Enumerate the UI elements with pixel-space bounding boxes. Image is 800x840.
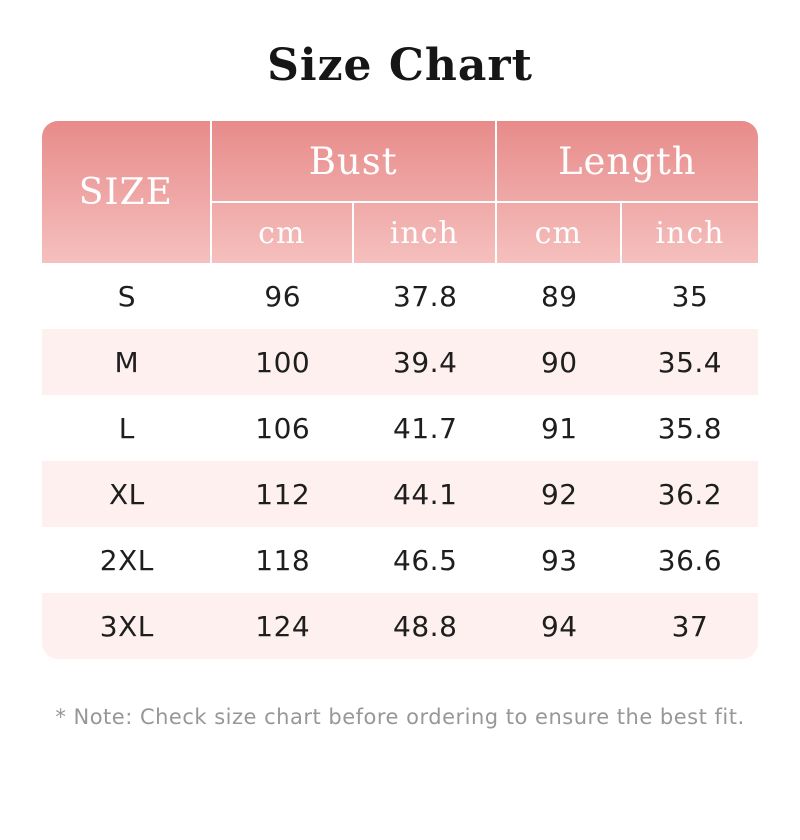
cell-length-inch: 35.8 (657, 411, 723, 445)
cell-size: XL (108, 477, 145, 511)
cell-length-inch: 36.2 (657, 477, 723, 511)
cell-length-inch: 37 (671, 609, 709, 643)
cell-length-inch: 35.4 (657, 345, 723, 379)
cell-length-inch: 35 (671, 279, 709, 313)
cell-size: 3XL (99, 609, 154, 643)
cell-size: M (114, 345, 140, 379)
cell-bust-cm: 96 (264, 279, 302, 313)
header-bust: Bust (212, 121, 497, 203)
cell-length-cm: 94 (540, 609, 578, 643)
table-header (42, 121, 758, 263)
cell-bust-cm: 124 (255, 609, 311, 643)
cell-size: S (117, 279, 136, 313)
cell-bust-inch: 41.7 (393, 411, 458, 445)
page-title: Size Chart (267, 40, 533, 91)
header-bust-inch: inch (354, 203, 497, 263)
header-length-inch: inch (655, 215, 725, 251)
header-size: SIZE (42, 121, 212, 263)
table-row (42, 329, 758, 395)
table-row (42, 527, 758, 593)
cell-size: L (118, 411, 135, 445)
cell-size: 2XL (99, 543, 154, 577)
table-row (42, 593, 758, 659)
cell-bust-inch: 39.4 (393, 345, 458, 379)
header-length-cm: cm (497, 203, 622, 263)
cell-length-inch: 36.6 (657, 543, 723, 577)
table-body (42, 263, 758, 659)
cell-bust-cm: 106 (255, 411, 311, 445)
cell-length-cm: 92 (540, 477, 578, 511)
cell-bust-inch: 46.5 (393, 543, 458, 577)
cell-bust-cm: 100 (255, 345, 311, 379)
cell-bust-cm: 112 (255, 477, 311, 511)
size-chart-page (0, 40, 800, 840)
table-row (42, 395, 758, 461)
table-row (42, 461, 758, 527)
cell-length-cm: 93 (540, 543, 578, 577)
cell-bust-inch: 44.1 (393, 477, 458, 511)
cell-length-cm: 91 (540, 411, 578, 445)
cell-bust-inch: 48.8 (393, 609, 458, 643)
cell-bust-inch: 37.8 (393, 279, 458, 313)
header-bust-cm: cm (212, 203, 354, 263)
cell-length-cm: 89 (540, 279, 578, 313)
cell-bust-cm: 118 (255, 543, 311, 577)
size-chart-table (42, 121, 758, 659)
table-row (42, 263, 758, 329)
header-length: Length (497, 121, 758, 203)
footnote: * Note: Check size chart before ordering to ensure the best fit. (55, 705, 745, 729)
cell-length-cm: 90 (540, 345, 578, 379)
